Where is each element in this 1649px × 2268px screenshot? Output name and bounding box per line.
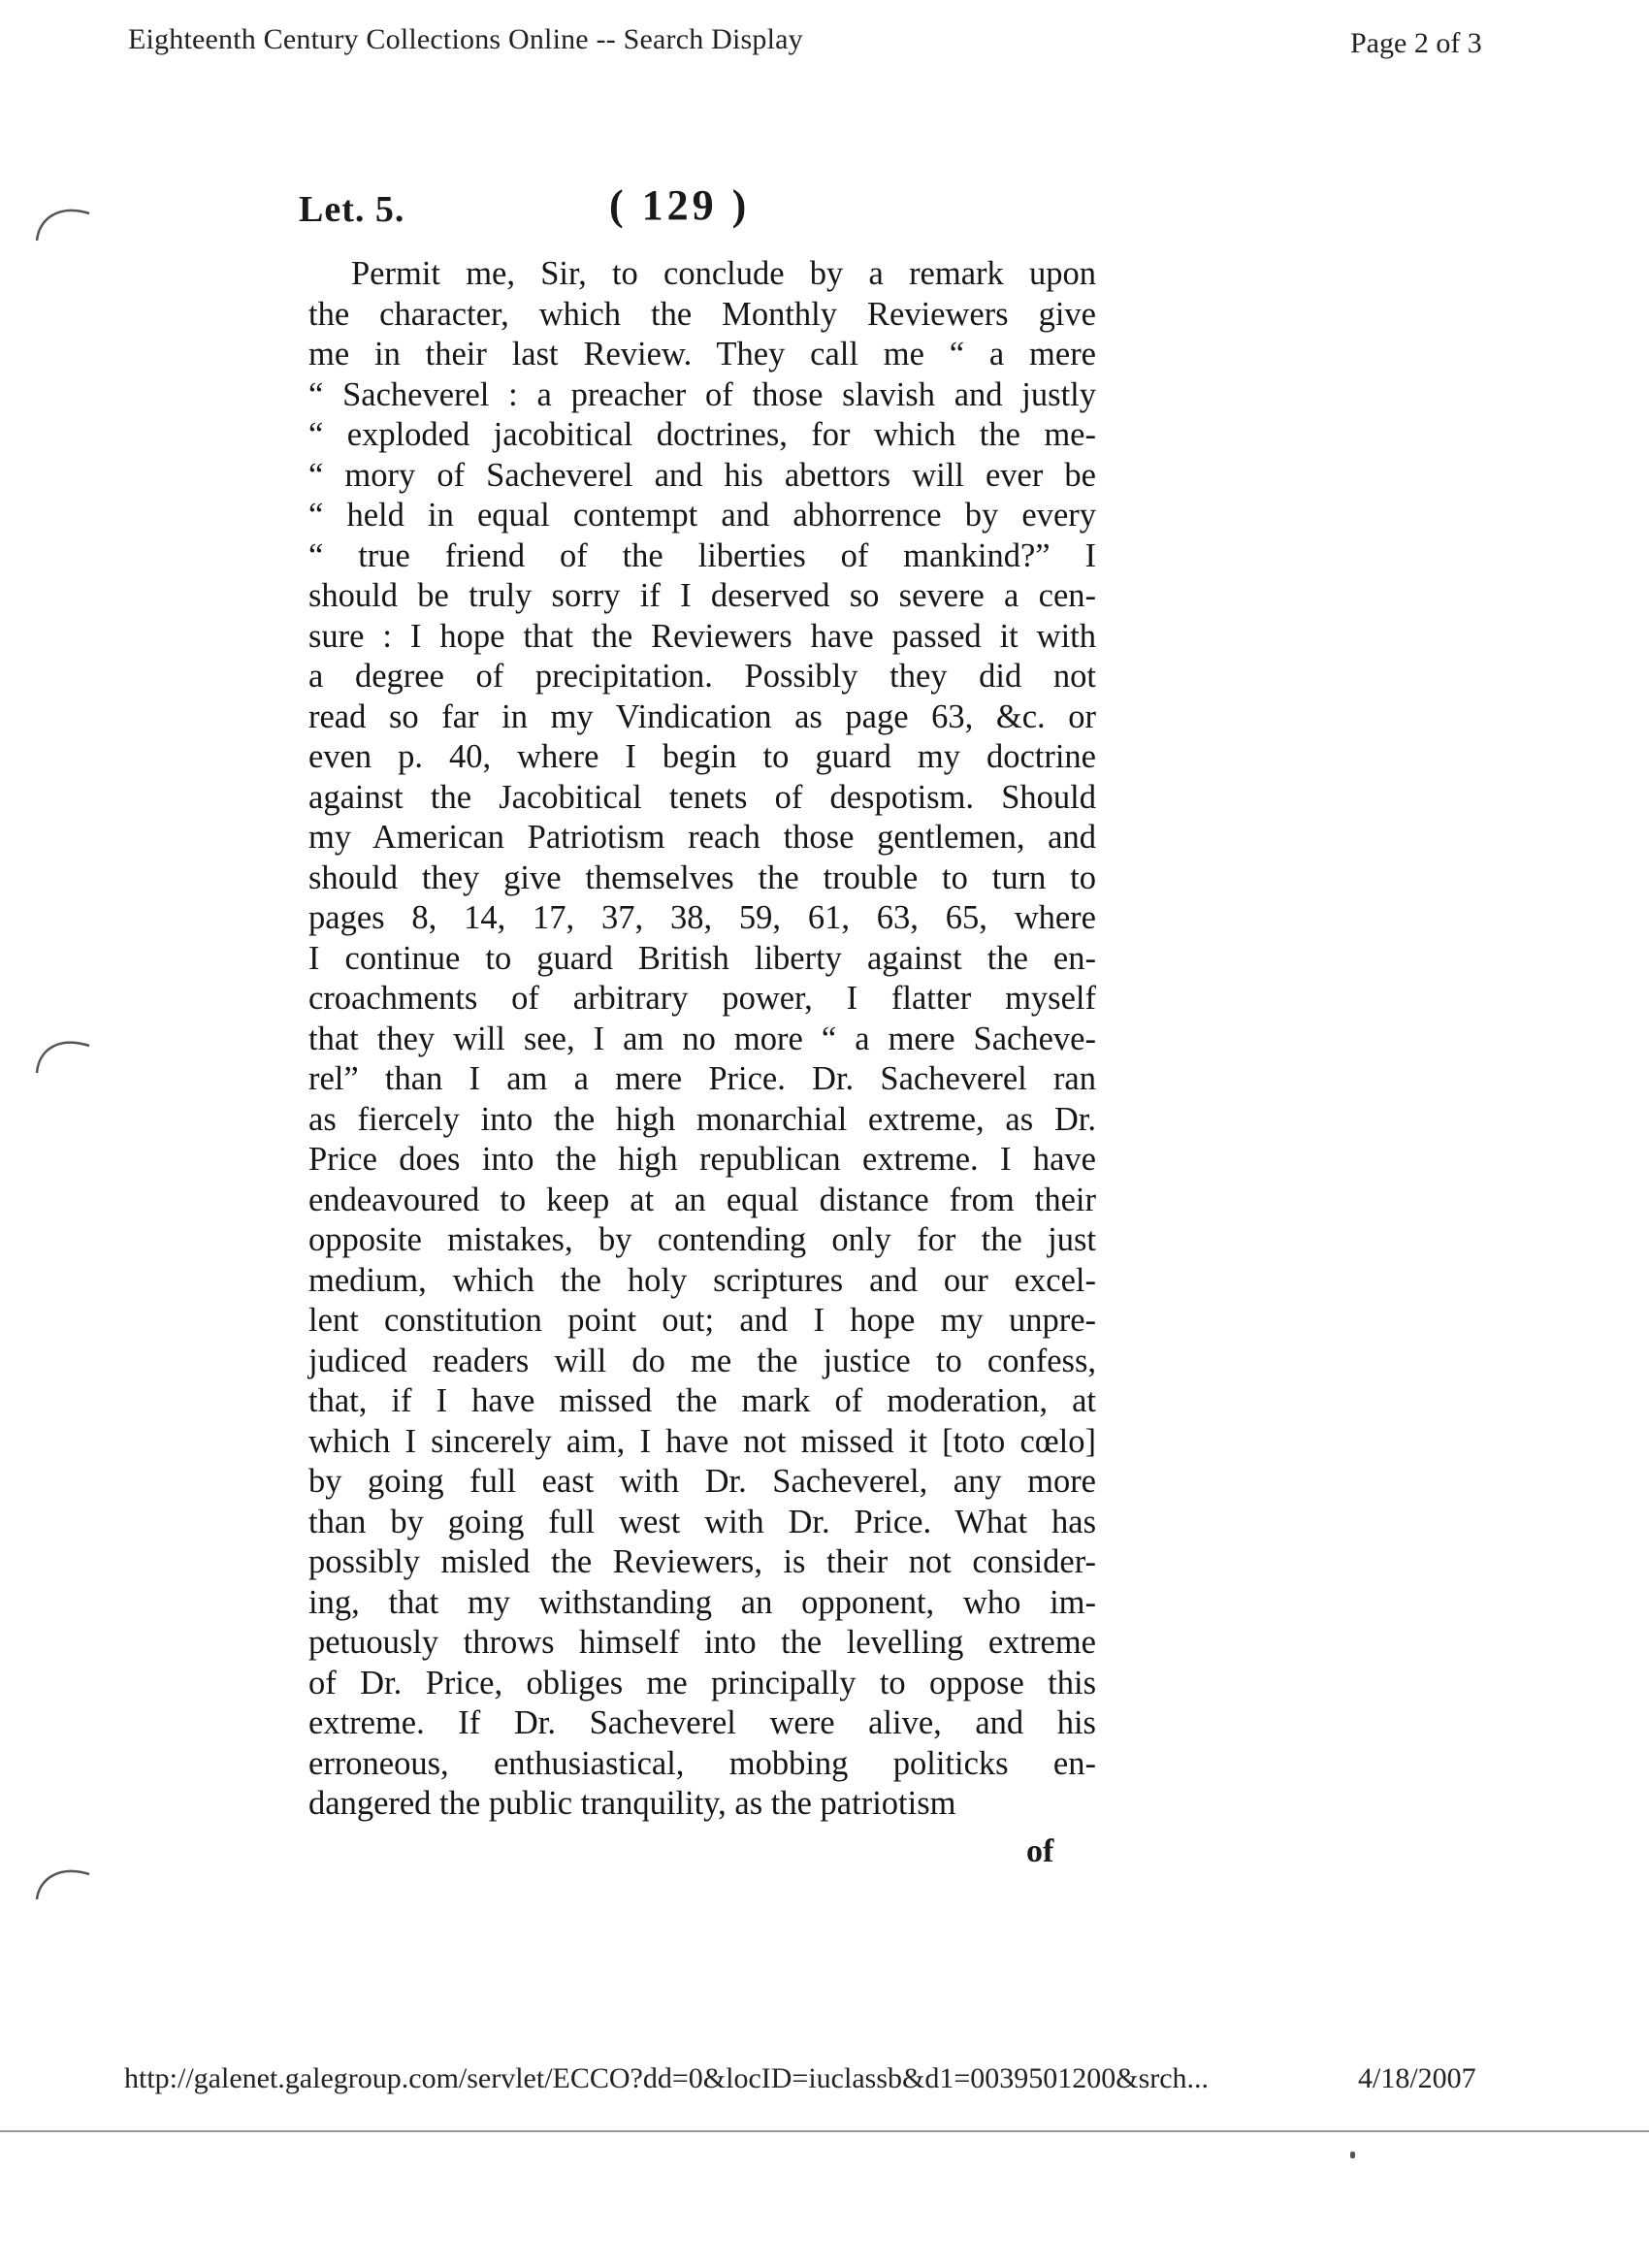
running-head [291, 181, 1096, 243]
text-line: even p. 40, where I begin to guard my doctrine [308, 738, 1096, 775]
punch-hole-mark-bottom [29, 1851, 97, 1909]
text-line: endeavoured to keep at an equal distance from their [308, 1181, 1096, 1218]
text-line: ing, that my withstanding an opponent, who im- [308, 1583, 1096, 1621]
text-line: should be truly sorry if I deserved so severe a cen- [308, 577, 1096, 614]
text-line: that they will see, I am no more “ a mere Sacheve- [308, 1020, 1096, 1057]
text-line: I continue to guard British liberty against the en- [308, 939, 1096, 977]
body-text [308, 254, 1096, 1825]
scan-speck [1350, 2152, 1355, 2158]
text-line: judiced readers will do me the justice to confess, [308, 1342, 1096, 1379]
print-header-title: Eighteenth Century Collections Online -- Search Display [128, 23, 803, 55]
text-line: a degree of precipitation. Possibly they did not [308, 658, 1096, 695]
text-line: than by going full west with Dr. Price. What has [308, 1503, 1096, 1540]
text-line: which I sincerely aim, I have not missed it [toto cœlo] [308, 1422, 1096, 1460]
text-line: erroneous, enthusiastical, mobbing politicks en- [308, 1744, 1096, 1782]
text-line: “ mory of Sacheverel and his abettors will ever be [308, 456, 1096, 494]
page-number: ( 129 ) [609, 181, 751, 229]
text-line: of Dr. Price, obliges me principally to oppose this [308, 1664, 1096, 1701]
text-line: my American Patriotism reach those gentlemen, and [308, 819, 1096, 856]
text-line: rel” than I am a mere Price. Dr. Sacheverel ran [308, 1060, 1096, 1097]
print-date: 4/18/2007 [1358, 2062, 1476, 2094]
text-line: that, if I have missed the mark of moderation, at [308, 1382, 1096, 1419]
text-line: “ held in equal contempt and abhorrence by every [308, 497, 1096, 534]
text-line: should they give themselves the trouble to turn to [308, 859, 1096, 896]
text-line: sure : I hope that the Reviewers have passed it with [308, 617, 1096, 655]
catchword: of [1026, 1833, 1054, 1869]
text-line: medium, which the holy scriptures and our excel- [308, 1261, 1096, 1299]
text-line: “ Sacheverel : a preacher of those slavish and justly [308, 375, 1096, 413]
text-line: “ true friend of the liberties of mankind?” I [308, 536, 1096, 574]
text-line: the character, which the Monthly Reviewers give [308, 295, 1096, 333]
text-line: me in their last Review. They call me “ a mere [308, 336, 1096, 373]
text-line: Permit me, Sir, to conclude by a remark upon [351, 255, 1096, 292]
text-line: Price does into the high republican extreme. I have [308, 1141, 1096, 1178]
text-line: opposite mistakes, by contending only for the just [308, 1221, 1096, 1258]
text-line: extreme. If Dr. Sacheverel were alive, and his [308, 1704, 1096, 1741]
text-line: croachments of arbitrary power, I flatter myself [308, 980, 1096, 1017]
page-indicator: Page 2 of 3 [1350, 27, 1482, 59]
text-line: by going full east with Dr. Sacheverel, any more [308, 1463, 1096, 1500]
source-url: http://galenet.galegroup.com/servlet/ECCO?dd=0&locID=iuclassb&d1=0039501200&srch... [124, 2062, 1210, 2094]
scan-edge-line [0, 2130, 1649, 2132]
punch-hole-mark-top [29, 190, 97, 248]
text-line: possibly misled the Reviewers, is their not consider- [308, 1543, 1096, 1580]
text-line: as fiercely into the high monarchial extreme, as Dr. [308, 1100, 1096, 1138]
punch-hole-mark-middle [29, 1019, 97, 1077]
text-line: lent constitution point out; and I hope my unpre- [308, 1302, 1096, 1339]
text-line: dangered the public tranquility, as the patriotism [308, 1785, 956, 1822]
text-line: against the Jacobitical tenets of despotism. Should [308, 778, 1096, 816]
text-line: read so far in my Vindication as page 63, &c. or [308, 697, 1096, 735]
text-line: “ exploded jacobitical doctrines, for which the me- [308, 416, 1096, 453]
text-line: petuously throws himself into the levelling extreme [308, 1624, 1096, 1661]
text-line: pages 8, 14, 17, 37, 38, 59, 61, 63, 65, where [308, 899, 1096, 936]
letter-number: Let. 5. [299, 189, 405, 230]
